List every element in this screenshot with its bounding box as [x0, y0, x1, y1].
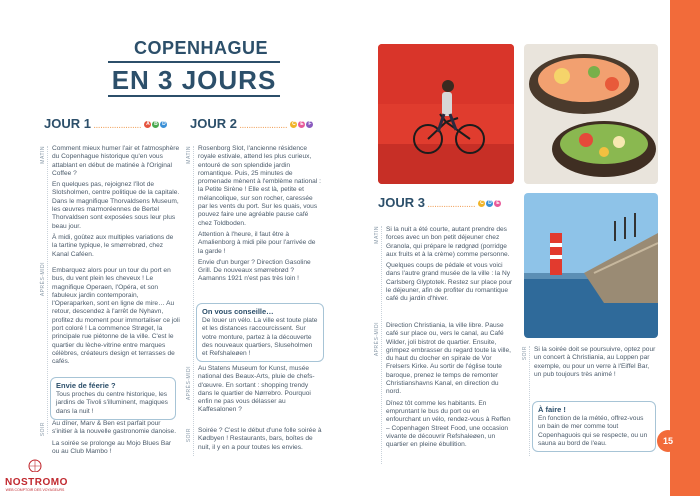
- day1-tip-title: Envie de féerie ?: [56, 381, 116, 390]
- page-edge-bar: [670, 0, 700, 496]
- timeline-divider: [47, 146, 48, 434]
- day1-heading: JOUR 1 ..................... A B D: [44, 116, 166, 131]
- timeline-divider: [529, 346, 530, 456]
- badge-f: F: [308, 121, 312, 128]
- day1-apres-midi-text: Embarquez alors pour un tour du port en bus, du vent plein les cheveux ! Le magnifique Operaen, l'Opéra, et son fabuleux jardin contemporain, l'Operaparken, sont en ligne de mire… Au retour, descendez à l'arrêt de Nyhavn, profitez du moment pour immortaliser ce joli port coloré ! La commence Strøget, la principale rue piétonne de la ville. C'est le quartier du lèche-vitrine entre marques célèbres, créateurs design et terrasses de cafés.: [52, 267, 180, 366]
- day3-apres-midi-text: Direction Christiania, la ville libre. Pause café sur place ou, vers le canal, au Café Wilder, joli bistrot de quartier. Ensuite, grimpez embrasser du regard toute la ville, du haut du clocher en spirale de Vor Frelsers Kirke. Au sortir de l'église toute baroque, prenez le temps de remonter Christianshavns Kanal, en direction du nord. Dînez tôt comme les habitants. En empruntant le bus du port ou en enfourchant un vélo, rendez-vous à Reffen – Copenhagen Street Food, une occasion vivante de découvrir Refshaleøen, un quartier en pleine ébullition.: [386, 322, 511, 449]
- label-soir: SOIR: [522, 346, 528, 361]
- day3-matin-text: Si la nuit a été courte, autant prendre des forces avec un bon petit déjeuner chez Granola, qui prépare le rødgrød (porridge aux fruits et à la crème) comme personne. Quelques coups de pédale et vous voici dans l'autre grand musée de la ville : la Ny Carlsberg Glyptotek. Restez sur place pour le déjeuner, afin de profiter du romantique café du jardin d'hiver.: [386, 226, 513, 303]
- timeline-divider: [381, 226, 382, 464]
- label-apres-midi: APRÈS-MIDI: [186, 366, 192, 401]
- logo-name: NOSTROMO: [5, 477, 68, 488]
- day3-tip-title: À faire !: [538, 405, 566, 414]
- day1-soir-text: Au dîner, Marv & Ben est parfait pour s'initier à la nouvelle gastronomie danoise. La soirée se prolonge au Mojo Blues Bar ou au Club Mambo !: [52, 420, 177, 455]
- badge-d: D: [162, 121, 166, 128]
- day2-soir-text: Soirée ? C'est le début d'une folle soirée à Kødbyen ! Restaurants, bars, boîtes de nuit, il y en a pour toutes les envies.: [198, 427, 322, 451]
- label-matin: MATIN: [186, 146, 192, 164]
- badge-e: E: [300, 121, 304, 128]
- page-number: 15: [657, 430, 679, 452]
- label-matin: MATIN: [40, 146, 46, 164]
- day3-tip-box: [532, 401, 656, 452]
- badge-c: C: [480, 200, 484, 207]
- day1-matin-text: Comment mieux humer l'air et l'atmosphère du Copenhague historique qu'en vous attablant en début de matinée à l'Original Coffee ? En quelques pas, rejoignez l'îlot de Slotsholmen, centre politique de la capitale. Dans le magnifique Thorvaldsens Museum, les œuvres marmoréennes de Bertel Thorvaldsen sont exposées sous leur plus beau jour. À midi, goûtez aux multiples variations de la tartine typique, le smørrebrød, chez Kanal Caféen.: [52, 145, 180, 258]
- day1-tip-box: [50, 377, 176, 420]
- page-title-line1: COPENHAGUE: [133, 38, 268, 58]
- logo-tagline: WEB COMPTOIR DES VOYAGEURS: [5, 488, 65, 492]
- photo-cyclist: [378, 44, 514, 184]
- photo-smorrebrod: [524, 44, 658, 184]
- day3-soir-text: Si la soirée doit se poursuivre, optez pour un concert à Christiania, au Loppen par exemple, ou pour un verre à l'Eiffel Bar, un pub toujours très animé !: [534, 346, 656, 378]
- day2-tip-box: [196, 303, 324, 362]
- badge-c: C: [292, 121, 296, 128]
- day2-matin-text: Rosenborg Slot, l'ancienne résidence royale estivale, attend les plus curieux, entouré de son splendide jardin romantique. Puis, 25 minutes de promenade mènent à l'emblème national : la Petite Sirène ! Elle est là, petite et mélancolique, sur son rocher, caressée par les vents du port. Sur les quais, vous pouvez faire une agréable pause café chez Toldboden. Attention à l'heure, il faut être à Amalienborg à midi pile pour l'arrivée de la garde ! Envie d'un burger ? Direction Gasoline Grill. De nouveaux smørrebrød ? Aamanns 1921 n'est pas très loin !: [198, 145, 321, 283]
- day2-heading: JOUR 2 ..................... C E F: [190, 116, 312, 131]
- day3-heading: JOUR 3 ..................... C D E: [378, 195, 500, 210]
- label-apres-midi: APRÈS-MIDI: [40, 262, 46, 297]
- day2-tip-title: On vous conseille…: [202, 307, 274, 316]
- photo-harbour-bath: [524, 193, 658, 338]
- label-soir: SOIR: [186, 428, 192, 443]
- badge-d: D: [488, 200, 492, 207]
- day2-tip-text: De louer un vélo. La ville est toute plate et les distances raccourcissent. Sur votre monture, partez à la découverte des nouveaux quartiers, Sluseholmen et Refshaleøen !: [202, 317, 318, 358]
- badge-e: E: [496, 200, 500, 207]
- globe-icon: [5, 458, 65, 472]
- label-apres-midi: APRÈS-MIDI: [374, 322, 380, 357]
- page-title-line2: EN 3 JOURS: [108, 61, 280, 97]
- label-soir: SOIR: [40, 422, 46, 437]
- day2-apres-midi-text: Au Statens Museum for Kunst, musée national des Beaux-Arts, pluie de chefs-d'œuvre. En sortant : shopping trendy dans le quartier de Nørrebro. Pourquoi enfin ne pas vous délasser au Kaffesalonen ?: [198, 365, 315, 414]
- label-matin: MATIN: [374, 226, 380, 244]
- timeline-divider: [193, 146, 194, 456]
- nostromo-logo: [5, 458, 68, 492]
- day3-tip-text: En fonction de la météo, offrez-vous un bain de mer comme tout Copenhaguois qui se respecte, ou un sauna au bord de l'eau.: [538, 415, 648, 447]
- badge-b: B: [154, 121, 158, 128]
- day1-tip-text: Tous proches du centre historique, les jardins de Tivoli s'illuminent, magiques dans la nuit !: [56, 391, 168, 415]
- badge-a: A: [146, 121, 150, 128]
